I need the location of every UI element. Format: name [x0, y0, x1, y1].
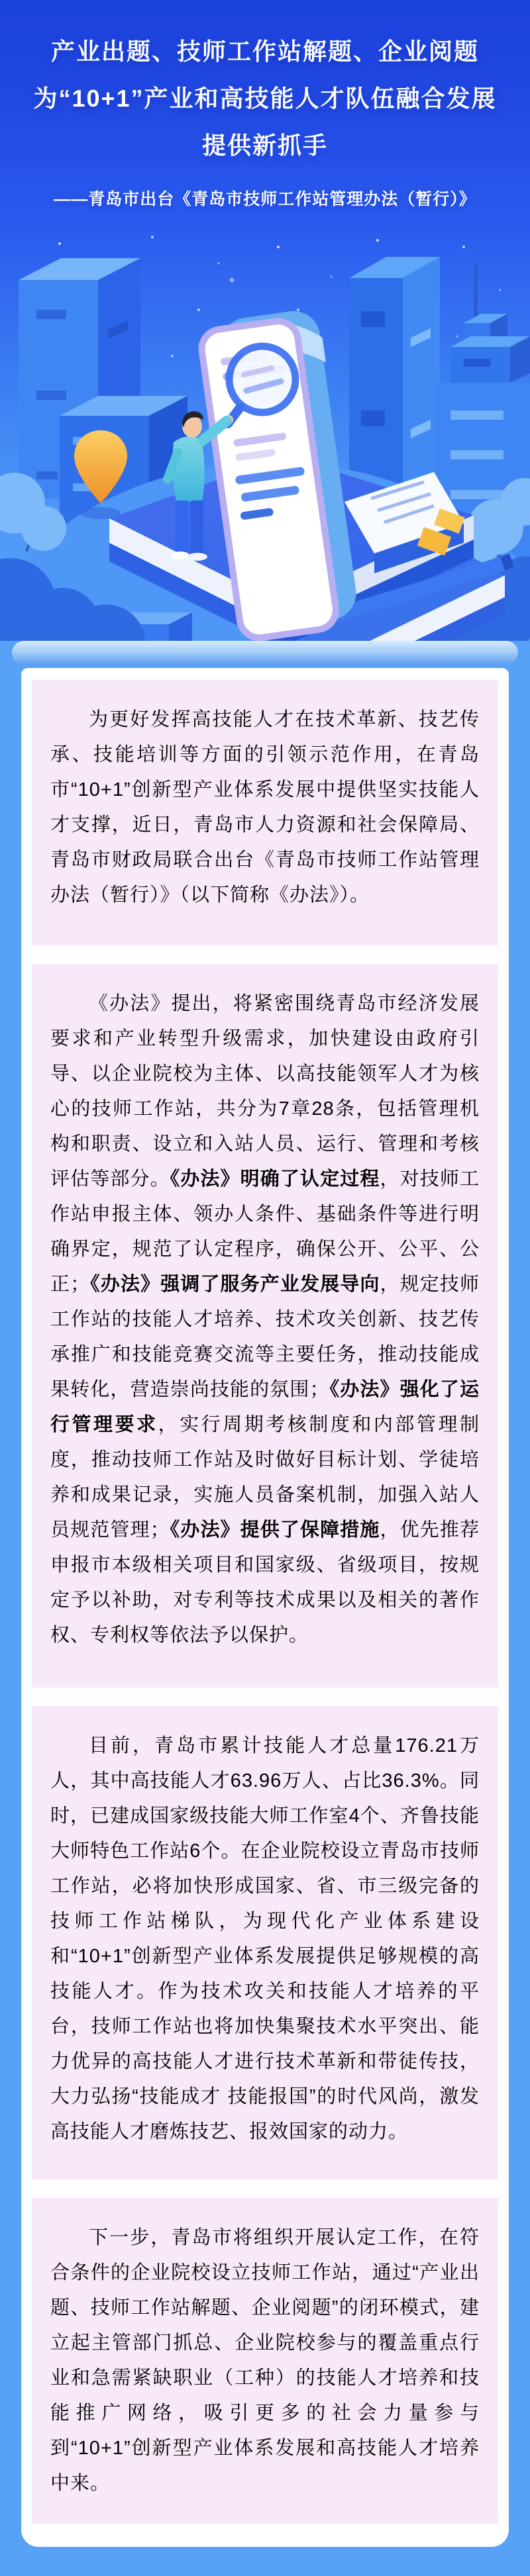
page-title: [0, 28, 530, 169]
article-card: [21, 668, 509, 2547]
article-paragraph-3: [32, 1706, 498, 2179]
hero-section: [0, 0, 530, 641]
article-paragraph-1: [32, 680, 498, 945]
paragraph-text: 《办法》提出，将紧密围绕青岛市经济发展要求和产业转型升级需求，加快建设由政府引导、以企业院校为主体、以高技能领军人才为核心的技师工作站，共分为7章28条，包括管理机构和职责、设立和入站人员、运行、管理和考核评估等部分。《办法》明确了认定过程，对技师工作站申报主体、领办人条件、基础条件等进行明确界定，规范了认定程序，确保公开、公平、公正；《办法》强调了服务产业发展导向，规定技师工作站的技能人才培养、技术攻关创新、技艺传承推广和技能竞赛交流等主要任务，推动技能成果转化，营造崇尚技能的氛围；《办法》强化了运行管理要求，实行周期考核制度和内部管理制度，推动技师工作站及时做好目标计划、学徒培养和成果记录，实施人员备案机制，加强入站人员规范管理；《办法》提供了保障措施，优先推荐申报市本级相关项目和国家级、省级项目，按规定予以补助，对专利等技术成果以及相关的著作权、专利权等依法予以保护。: [50, 993, 480, 1646]
paragraph-text: 目前，青岛市累计技能人才总量176.21万人，其中高技能人才63.96万人、占比36.3%。同时，已建成国家级技能大师工作室4个、齐鲁技能大师特色工作站6个。在企业院校设立青岛市技师工作站，必将加快形成国家、省、市三级完备的技师工作站梯队，为现代化产业体系建设和“10+1”创新型产业体系发展提供足够规模的高技能人才。作为技术攻关和技能人才培养的平台，技师工作站也将加快集聚技术水平突出、能力优异的高技能人才进行技术革新和带徒传技，大力弘扬“技能成才 技能报国”的时代风尚，激发高技能人才磨炼技艺、报效国家的动力。: [50, 1735, 480, 2142]
page-title-line-1: 产业出题、技师工作站解题、企业阅题: [50, 38, 479, 65]
hero-text-block: [0, 28, 530, 210]
paragraph-text: 为更好发挥高技能人才在技术革新、技艺传承、技能培训等方面的引领示范作用，在青岛市“10+1”创新型产业体系发展中提供坚实技能人才支撑，近日，青岛市人力资源和社会保障局、青岛市财政局联合出台《青岛市技师工作站管理办法（暂行）》（以下简称《办法》）。: [50, 709, 480, 906]
page-title-line-2: 为“10+1”产业和高技能人才队伍融合发展: [33, 85, 497, 112]
page-subtitle: ——青岛市出台《青岛市技师工作站管理办法（暂行）》: [54, 190, 476, 209]
content-section: [0, 641, 530, 2576]
scroll-top-bar: [12, 641, 518, 665]
article-paragraph-2: [32, 964, 498, 1688]
article-paragraph-4: [32, 2198, 498, 2524]
hero-illustration: [0, 217, 530, 641]
page-title-line-3: 提供新抓手: [201, 132, 328, 159]
paragraph-text: 下一步，青岛市将组织开展认定工作，在符合条件的企业院校设立技师工作站，通过“产业出题、技师工作站解题、企业阅题”的闭环模式，建立起主管部门抓总、企业院校参与的覆盖重点行业和急需紧缺职业（工种）的技能人才培养和技能推广网络，吸引更多的社会力量参与到“10+1”创新型产业体系发展和高技能人才培养中来。: [50, 2227, 480, 2494]
